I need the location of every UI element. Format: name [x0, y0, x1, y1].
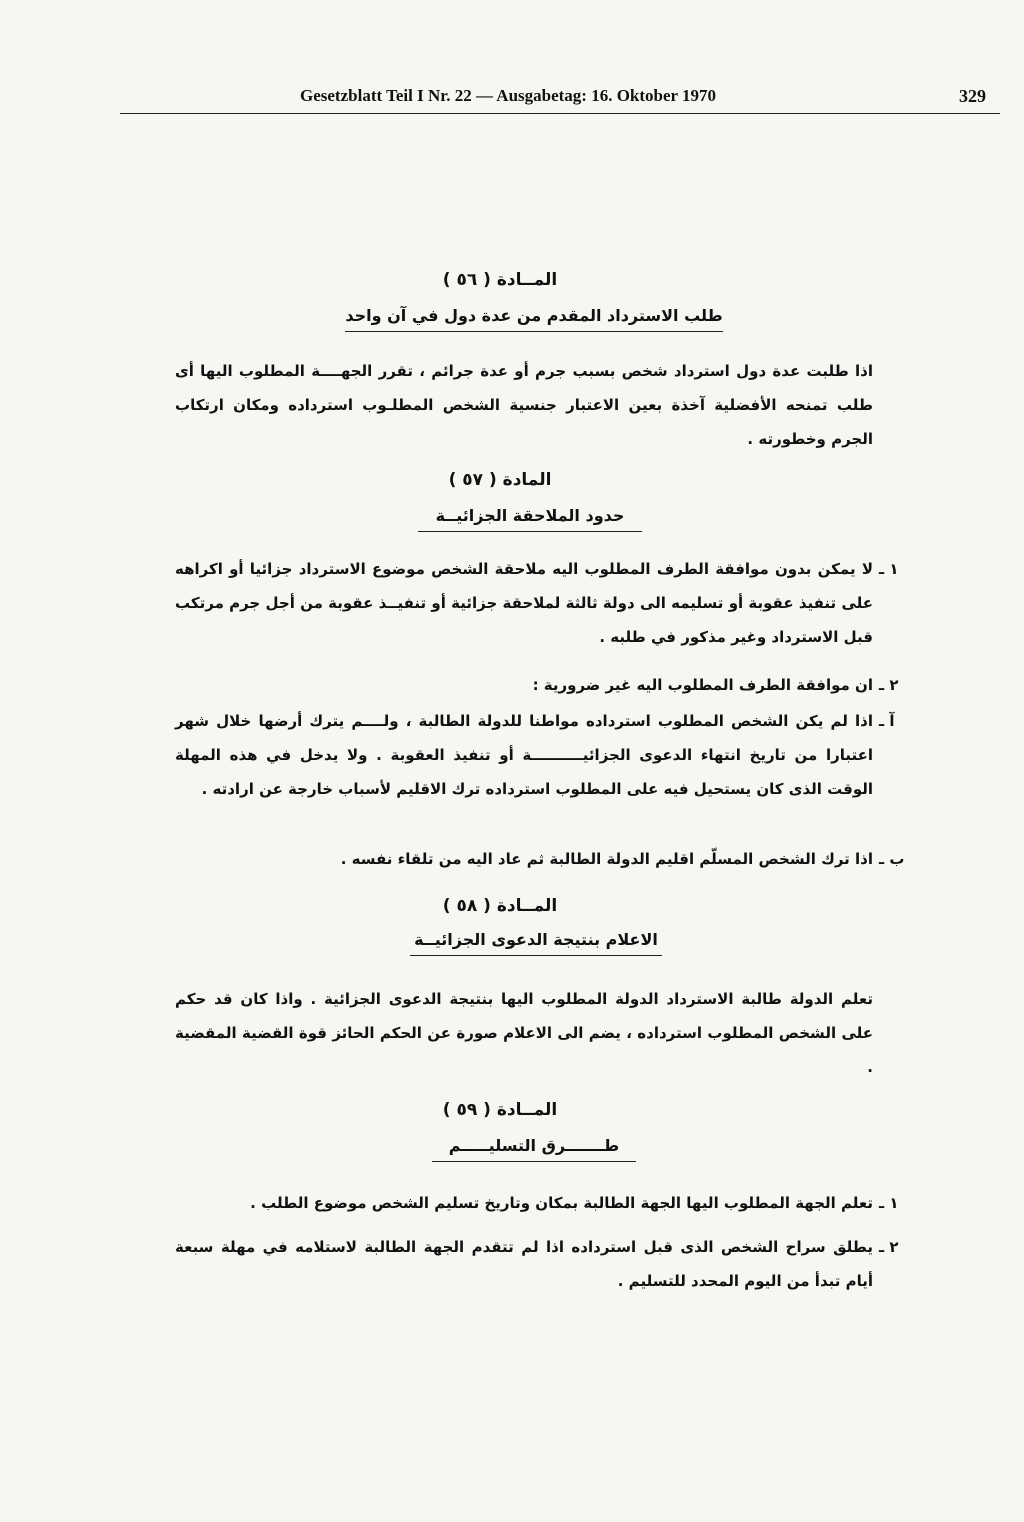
article-58-paragraph: تعلم الدولة طالبة الاسترداد الدولة المطلوب اليها بنتيجة الدعوى الجزائية . واذا كان قد حكم على الشخص المطلوب استرداده ، يضم الى الاعلام صورة عن الحكم الحائز قوة القضية المقضية .	[175, 990, 873, 1076]
article-58-label: المــادة ( ٥٨ )	[442, 896, 558, 916]
gazette-title: Gesetzblatt Teil I Nr. 22 — Ausgabetag: 16. Oktober 1970	[300, 86, 717, 105]
item-marker: ١ ـ	[879, 560, 899, 578]
article-57-item-1	[175, 552, 899, 654]
item-marker: ٢ ـ	[879, 676, 899, 694]
item-text: لا يمكن بدون موافقة الطرف المطلوب اليه ملاحقة الشخص موضوع الاسترداد جزائيا أو اكراهه على تنفيذ عقوبة أو تسليمه الى دولة ثالثة لملاحقة جزائية أو تنفيــذ عقوبة من أجل جرم مرتكب قبل الاسترداد وغير مذكور في طلبه .	[175, 560, 873, 646]
article-59-item-1	[175, 1186, 899, 1220]
article-56-label: المــادة ( ٥٦ )	[442, 270, 558, 290]
article-59-label: المــادة ( ٥٩ )	[442, 1100, 558, 1120]
article-57-item-2	[175, 668, 899, 702]
item-marker: ٢ ـ	[879, 1238, 899, 1256]
item-marker: ١ ـ	[879, 1194, 899, 1212]
item-marker: آ ـ	[879, 712, 895, 730]
article-57-item-a	[175, 704, 895, 806]
article-56-title: طلب الاسترداد المقدم من عدة دول في آن واحد	[345, 306, 723, 332]
article-59-item-2	[175, 1230, 899, 1298]
article-56-paragraph: اذا طلبت عدة دول استرداد شخص بسبب جرم أو عدة جرائم ، تقرر الجهــــة المطلوب اليها أى طلب تمنحه الأفضلية آخذة بعين الاعتبار جنسية الشخص المطلـوب استرداده ومكان ارتكاب الجرم وخطورته .	[175, 362, 873, 448]
header-rule	[120, 113, 1000, 114]
page-header	[120, 86, 996, 112]
page-number: 329	[959, 86, 986, 106]
article-59-title: طـــــــرق التسليـــــم	[432, 1136, 636, 1162]
article-57-item-b	[175, 842, 905, 876]
item-text: اذا ترك الشخص المسلّم اقليم الدولة الطالبة ثم عاد اليه من تلقاء نفسه .	[340, 850, 873, 868]
item-text: تعلم الجهة المطلوب اليها الجهة الطالبة بمكان وتاريخ تسليم الشخص موضوع الطلب .	[250, 1194, 873, 1212]
item-text: اذا لم يكن الشخص المطلوب استرداده مواطنا للدولة الطالبة ، ولــــم يترك أرضها خلال شهر اعتبارا من تاريخ انتهاء الدعوى الجزائيــــــــــة أو تنفيذ العقوبة . ولا يدخل في هذه المهلة الوقت الذى كان يستحيل فيه على المطلوب استرداده ترك الاقليم لأسباب خارجة عن ارادته .	[175, 712, 873, 798]
article-57-title: حدود الملاحقة الجزائيــة	[418, 506, 642, 532]
article-58-title: الاعلام بنتيجة الدعوى الجزائيــة	[410, 930, 662, 956]
article-57-label: المادة ( ٥٧ )	[448, 470, 552, 490]
item-marker: ب ـ	[879, 850, 905, 868]
item-text: ان موافقة الطرف المطلوب اليه غير ضرورية :	[532, 676, 873, 694]
item-text: يطلق سراح الشخص الذى قبل استرداده اذا لم تتقدم الجهة الطالبة لاستلامه في مهلة سبعة أيام تبدأ من اليوم المحدد للتسليم .	[175, 1238, 873, 1290]
